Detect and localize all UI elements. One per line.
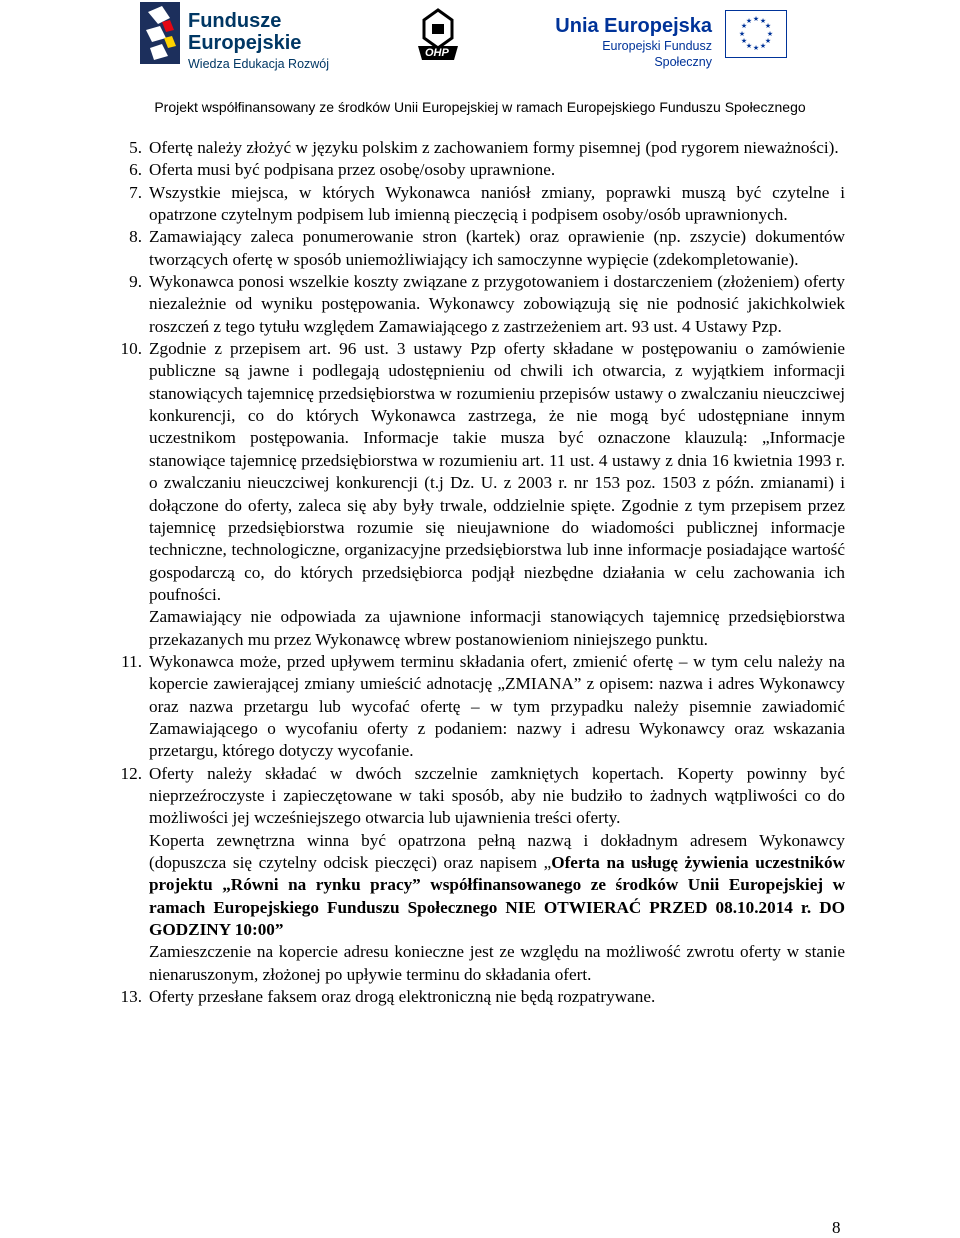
item-paragraph: Zamawiający zaleca ponumerowanie stron (kartek) oraz oprawienie (np. zszycie) dokumentów tworzących ofertę w sposób uniemożliwiający ich samoczynne wypięcie (zdekompletowanie). [149, 227, 845, 269]
item-number: 12. [120, 763, 142, 783]
item-number: 5. [129, 138, 142, 157]
document-body [112, 137, 845, 1008]
svg-text:★: ★ [740, 22, 748, 30]
envelope-instruction-text: Koperta zewnętrzna winna być opatrzona pełną nazwą i dokładnym adresem Wykonawcy (dopuszcza się czytelny odcisk pieczęci) oraz napisem „ [149, 830, 845, 872]
item-paragraph: Zamieszczenie na kopercie adresu konieczne jest ze względu na możliwość zwrotu oferty w stanie nienaruszonym, złożonej po upływie terminu do składania ofert. [149, 942, 845, 984]
list-item [112, 271, 845, 338]
item-paragraph: Oferty należy składać w dwóch szczelnie zamkniętych kopertach. Koperty powinny być nieprzeźroczyste i zapieczętowane w taki sposób, aby nie budziło to żadnych wątpliwości co do możliwości jej wcześniejszego otwarcia lub ujawnienia treści oferty. [149, 763, 845, 828]
item-paragraph: Zgodnie z przepisem art. 96 ust. 3 ustawy Pzp oferty składane w postępowaniu o zamówienie publiczne są jawne i podlegają udostępnieniu od chwili ich otwarcia, z wyjątkiem informacji stanowiących tajemnicę przedsiębiorstwa w rozumieniu przepisów ustawy o zwalczaniu nieuczciwej konkurencji, co do których Wykonawca zastrzega, że nie mogą być udostępniane innym uczestnikom postępowania. Informacje takie musza być oznaczone klauzulą: „Informacje stanowiące tajemnicę przedsiębiorstwa w rozumieniu art. 11 ust. 4 ustawy z dnia 16 kwietnia 1993 r. o zwalczaniu nieuczciwej konkurencji (t.j Dz. U. z 2003 r. nr 153 poz. 1503 z późn. zmianami) i dołączone do oferty, zaleca się aby były trwale, oddzielnie spięte. Zgodnie z tym przepisem przez tajemnicę przedsiębiorstwa rozumie się nieujawnione do wiadomości publicznej informacje techniczne, technologiczne, organizacyjne przedsiębiorstwa lub inne informacje posiadające wartość gospodarczą co, do których przedsiębiorca podjął niezbędne działania w celu zachowania ich poufności. [149, 339, 845, 604]
svg-text:★: ★ [740, 37, 748, 45]
page-header [0, 0, 960, 122]
list-item [112, 159, 845, 181]
eu-logo-line1: Unia Europejska [555, 15, 712, 37]
item-paragraph: Oferta musi być podpisana przez osobę/osoby uprawnione. [149, 160, 556, 180]
fundusze-europejskie-emblem-icon [140, 2, 184, 64]
item-paragraph [149, 830, 845, 942]
list-item [112, 986, 845, 1008]
fundusze-europejskie-wordmark [188, 10, 329, 72]
list-item [112, 338, 845, 651]
list-item [112, 182, 845, 227]
svg-text:★: ★ [745, 17, 753, 25]
fe-logo-line1: Fundusze [188, 10, 282, 32]
item-number: 6. [129, 160, 142, 180]
item-paragraph: Oferty przesłane faksem oraz drogą elektroniczną nie będą rozpatrywane. [149, 987, 656, 1007]
item-paragraph: Wykonawca ponosi wszelkie koszty związane z przygotowaniem i dostarczeniem (złożeniem) oferty niezależnie od wyniku postępowania. Wykonawcy zobowiązują się nie podnosić jakichkolwiek roszczeń z tego tytułu względem Zamawiającego z zastrzeżeniem art. 93 ust. 4 Ustawy Pzp. [149, 272, 845, 336]
item-number: 7. [129, 182, 142, 202]
svg-text:★: ★ [745, 42, 753, 50]
item-paragraph: Wykonawca może, przed upływem terminu składania ofert, zmienić ofertę – w tym celu należy na kopercie zawierającej zmiany umieścić adnotację „ZMIANA” z opisem: nazwa i adres Wykonawcy oraz nazwa przetargu lub wycofać ofertę – w tym przypadku należy pisemnie zawiadomić Zamawiającego o wycofaniu oferty z podaniem: nazwy i adresu Wykonawcy oraz wskazania przetargu, którego dotyczy wycofanie. [149, 651, 845, 761]
envelope-label-bold-text: Oferta na usługę żywienia uczestników projektu „Równi na rynku pracy” współfinansowanego ze środków Unii Europejskiej w ramach Europejskiego Funduszu Społecznego NIE OTWIERAĆ PRZED 08.10.2014 r. DO GODZINY 10:00” [149, 853, 845, 940]
svg-text:★: ★ [759, 17, 767, 25]
fundusze-europejskie-logo [140, 2, 340, 71]
ohp-logo [412, 8, 464, 64]
item-paragraph: Ofertę należy złożyć w języku polskim z zachowaniem formy pisemnej (pod rygorem nieważności). [149, 138, 839, 157]
list-item [112, 226, 845, 271]
item-number: 13. [120, 987, 142, 1007]
item-number: 11. [121, 651, 142, 671]
list-item [112, 137, 845, 159]
unia-europejska-wordmark [550, 14, 712, 70]
project-cofinancing-line: Projekt współfinansowany ze środków Unii Europejskiej w ramach Europejskiego Funduszu Społecznego [154, 99, 806, 115]
fe-logo-line2: Europejskie [188, 32, 302, 54]
item-number: 9. [129, 272, 142, 292]
item-number: 8. [129, 227, 142, 247]
page-number: 8 [832, 1218, 841, 1237]
svg-text:★: ★ [759, 42, 767, 50]
item-paragraph: Wszystkie miejsca, w których Wykonawca naniósł zmiany, poprawki muszą być czytelne i opatrzone czytelnym podpisem lub imienną pieczęcią i podpisem osoby/osób uprawnionych. [149, 182, 845, 225]
svg-text:★: ★ [738, 30, 746, 38]
svg-text:★: ★ [764, 37, 772, 45]
list-item [112, 651, 845, 763]
item-number: 10. [120, 339, 142, 359]
unia-europejska-logo [550, 10, 790, 69]
svg-text:★: ★ [766, 30, 774, 38]
svg-text:★: ★ [764, 22, 772, 30]
eu-logo-line2: Europejski Fundusz Społeczny [602, 39, 712, 69]
list-item [112, 763, 845, 986]
svg-text:★: ★ [752, 44, 760, 52]
eu-flag-icon [725, 10, 787, 58]
item-paragraph: Zamawiający nie odpowiada za ujawnione informacji stanowiących tajemnicę przedsiębiorstwa przekazanych mu przez Wykonawcę wbrew postanowieniom niniejszego punktu. [149, 607, 845, 649]
ohp-logo-text: OHP [425, 47, 449, 59]
svg-text:★: ★ [752, 15, 760, 23]
fe-logo-line3: Wiedza Edukacja Rozwój [188, 57, 330, 71]
